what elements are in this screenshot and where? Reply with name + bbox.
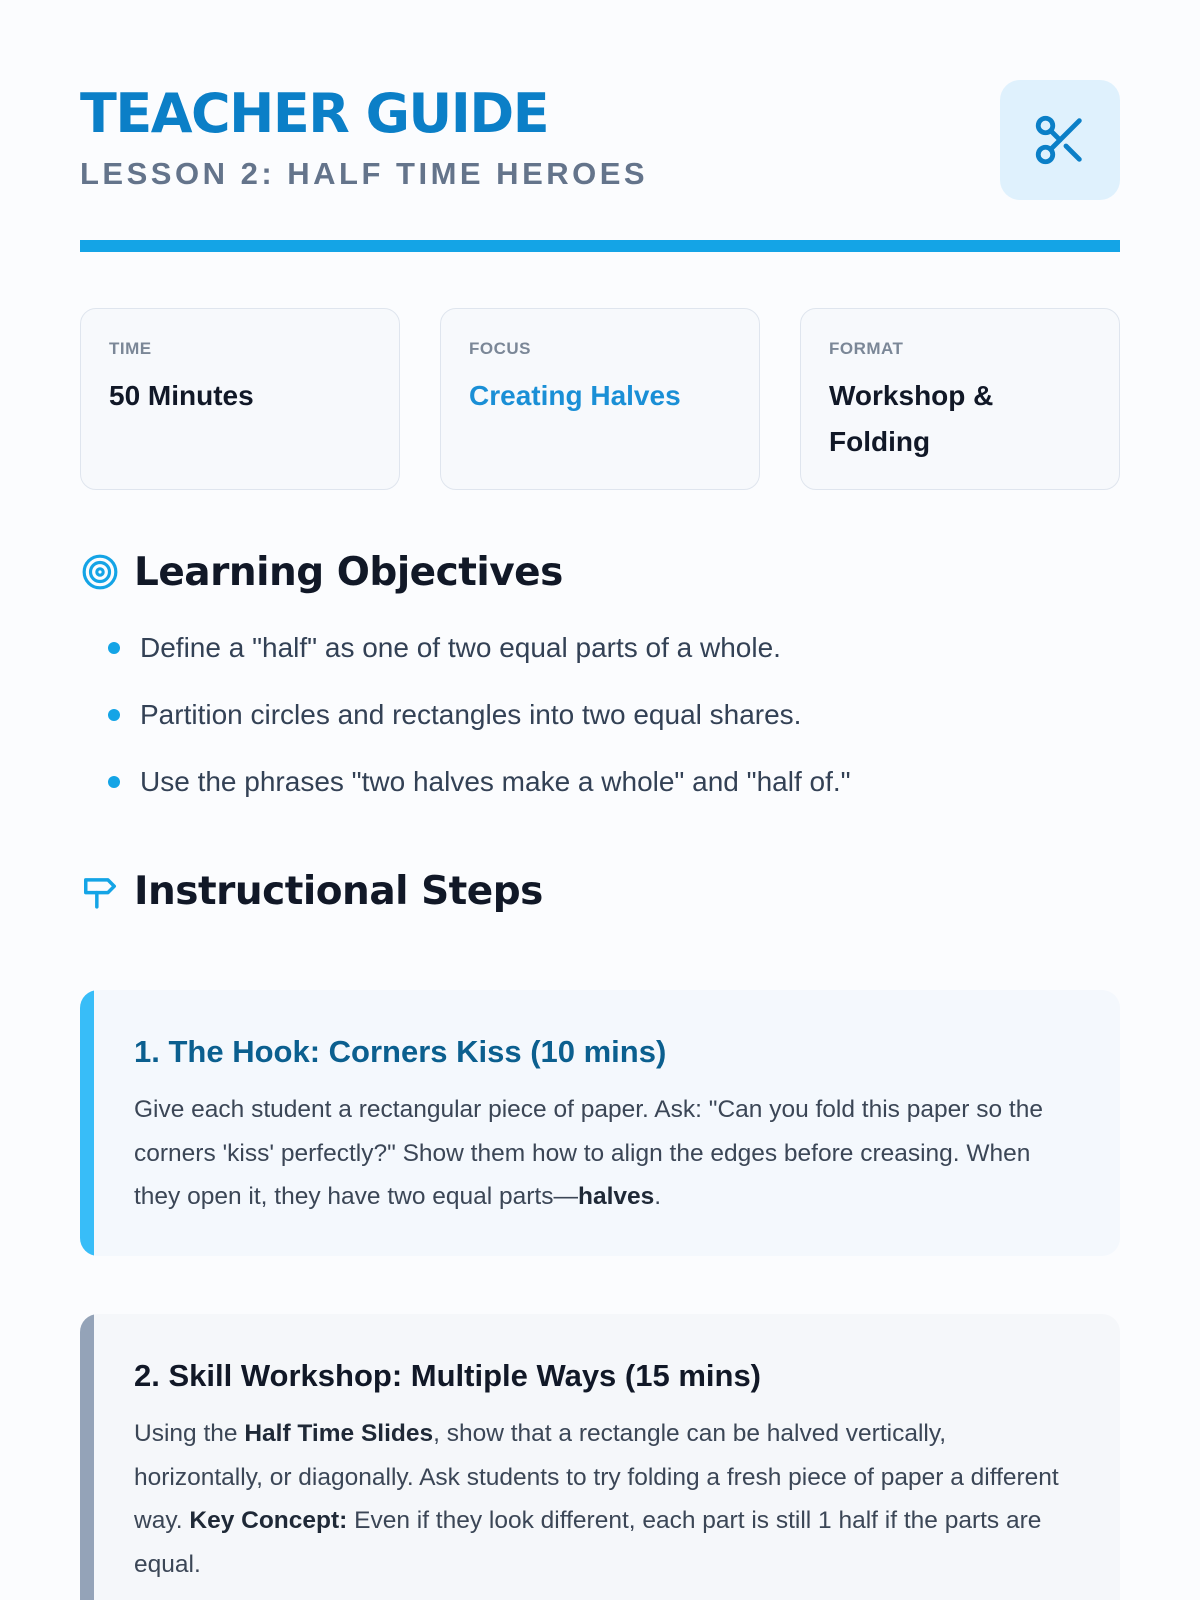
- step-title: 1. The Hook: Corners Kiss (10 mins): [134, 1034, 667, 1069]
- info-card-focus: [440, 308, 760, 490]
- step-body: [134, 1412, 1080, 1586]
- header: [80, 80, 1120, 200]
- step-text: Even if they look different, each part is still 1 half if the parts are equal.: [134, 1507, 1042, 1578]
- card-value: 50 Minutes: [109, 380, 254, 411]
- objectives-heading: [80, 548, 563, 596]
- teacher-guide-page: [80, 80, 1120, 1578]
- scissors-icon: [1000, 80, 1120, 200]
- info-cards: [80, 308, 1120, 490]
- list-item: [80, 764, 1120, 831]
- page-title: TEACHER GUIDE: [80, 82, 549, 145]
- bullet: [108, 776, 120, 788]
- step-title: 2. Skill Workshop: Multiple Ways (15 mins): [134, 1358, 762, 1393]
- objective-text: Partition circles and rectangles into two equal shares.: [140, 699, 802, 730]
- steps-heading: [80, 867, 543, 915]
- signpost-icon: [80, 871, 120, 911]
- step-accent-bar: [80, 1314, 94, 1600]
- objective-text: Define a "half" as one of two equal parts of a whole.: [140, 632, 781, 663]
- step-body: [134, 1088, 1080, 1219]
- list-item: [80, 630, 1120, 697]
- card-label: FORMAT: [829, 339, 904, 358]
- section-title: Instructional Steps: [134, 868, 543, 914]
- card-value: Creating Halves: [469, 380, 681, 411]
- card-label: FOCUS: [469, 339, 531, 358]
- section-title: Learning Objectives: [134, 549, 563, 595]
- list-item: [80, 697, 1120, 764]
- target-icon: [80, 552, 120, 592]
- step-emphasis: Key Concept:: [189, 1507, 348, 1534]
- header-divider: [80, 240, 1120, 252]
- bullet: [108, 709, 120, 721]
- step-emphasis: halves: [578, 1183, 655, 1210]
- bullet: [108, 642, 120, 654]
- objectives-list: [80, 630, 1120, 831]
- card-value: Workshop & Folding: [829, 380, 994, 457]
- step-emphasis: Half Time Slides: [244, 1420, 434, 1447]
- lesson-subtitle: LESSON 2: HALF TIME HEROES: [80, 156, 649, 191]
- step-text: .: [654, 1183, 662, 1210]
- card-label: TIME: [109, 339, 152, 358]
- info-card-time: [80, 308, 400, 490]
- step-card-workshop: [80, 1314, 1120, 1600]
- step-card-hook: [80, 990, 1120, 1256]
- step-accent-bar: [80, 990, 94, 1256]
- objective-text: Use the phrases "two halves make a whole" and "half of.": [140, 766, 851, 797]
- step-text: , show that a rectangle can be halved vertically, horizontally, or diagonally. Ask students to try folding a fresh piece of paper a different way.: [134, 1420, 1059, 1534]
- step-text: Give each student a rectangular piece of paper. Ask: "Can you fold this paper so the corners 'kiss' perfectly?" Show them how to align the edges before creasing. When they open it, they have two equal parts—: [134, 1096, 1043, 1210]
- info-card-format: [800, 308, 1120, 490]
- step-text: Using the: [134, 1420, 245, 1447]
